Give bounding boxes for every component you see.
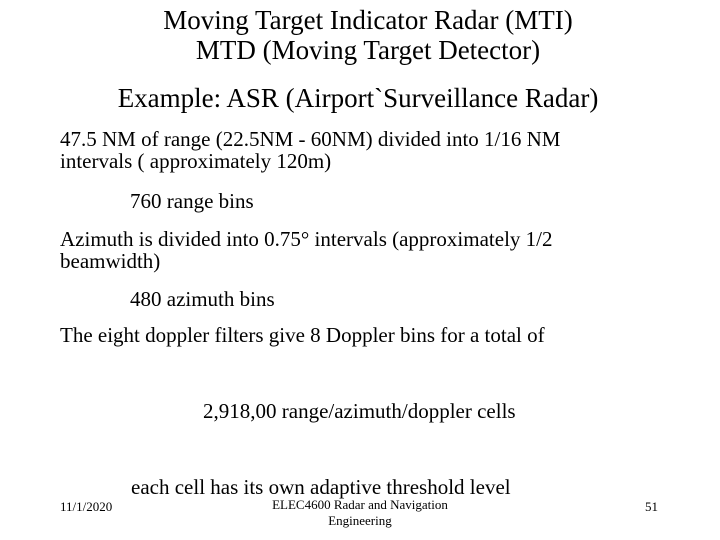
slide-title-line-2: MTD (Moving Target Detector) (195, 35, 541, 65)
range-bins-text: 760 range bins (130, 189, 254, 213)
doppler-text: The eight doppler filters give 8 Doppler bins for a total of (60, 323, 545, 347)
footer-page-number: 51 (645, 499, 658, 514)
footer-course (240, 497, 480, 529)
footer-date: 11/1/2020 (60, 499, 113, 514)
range-text-line-1: 47.5 NM of range (22.5NM - 60NM) divided into 1/16 NM (60, 127, 561, 151)
footer-course-line-1: ELEC4600 Radar and Navigation (272, 497, 448, 512)
azimuth-paragraph (60, 228, 553, 272)
cells-total-text: 2,918,00 range/azimuth/doppler cells (203, 399, 516, 423)
slide-title-line-1: Moving Target Indicator Radar (MTI) (163, 5, 573, 35)
range-paragraph (60, 128, 560, 172)
footer-course-line-2: Engineering (328, 513, 392, 528)
azimuth-text-line-2: beamwidth) (60, 249, 161, 273)
threshold-text: each cell has its own adaptive threshold level (131, 475, 511, 499)
range-text-line-2: intervals ( approximately 120m) (60, 149, 332, 173)
azimuth-bins-text: 480 azimuth bins (130, 287, 275, 311)
azimuth-text-line-1: Azimuth is divided into 0.75° intervals (approximately 1/2 (60, 227, 553, 251)
slide-subtitle: Example: ASR (Airport`Surveillance Radar) (117, 83, 599, 113)
